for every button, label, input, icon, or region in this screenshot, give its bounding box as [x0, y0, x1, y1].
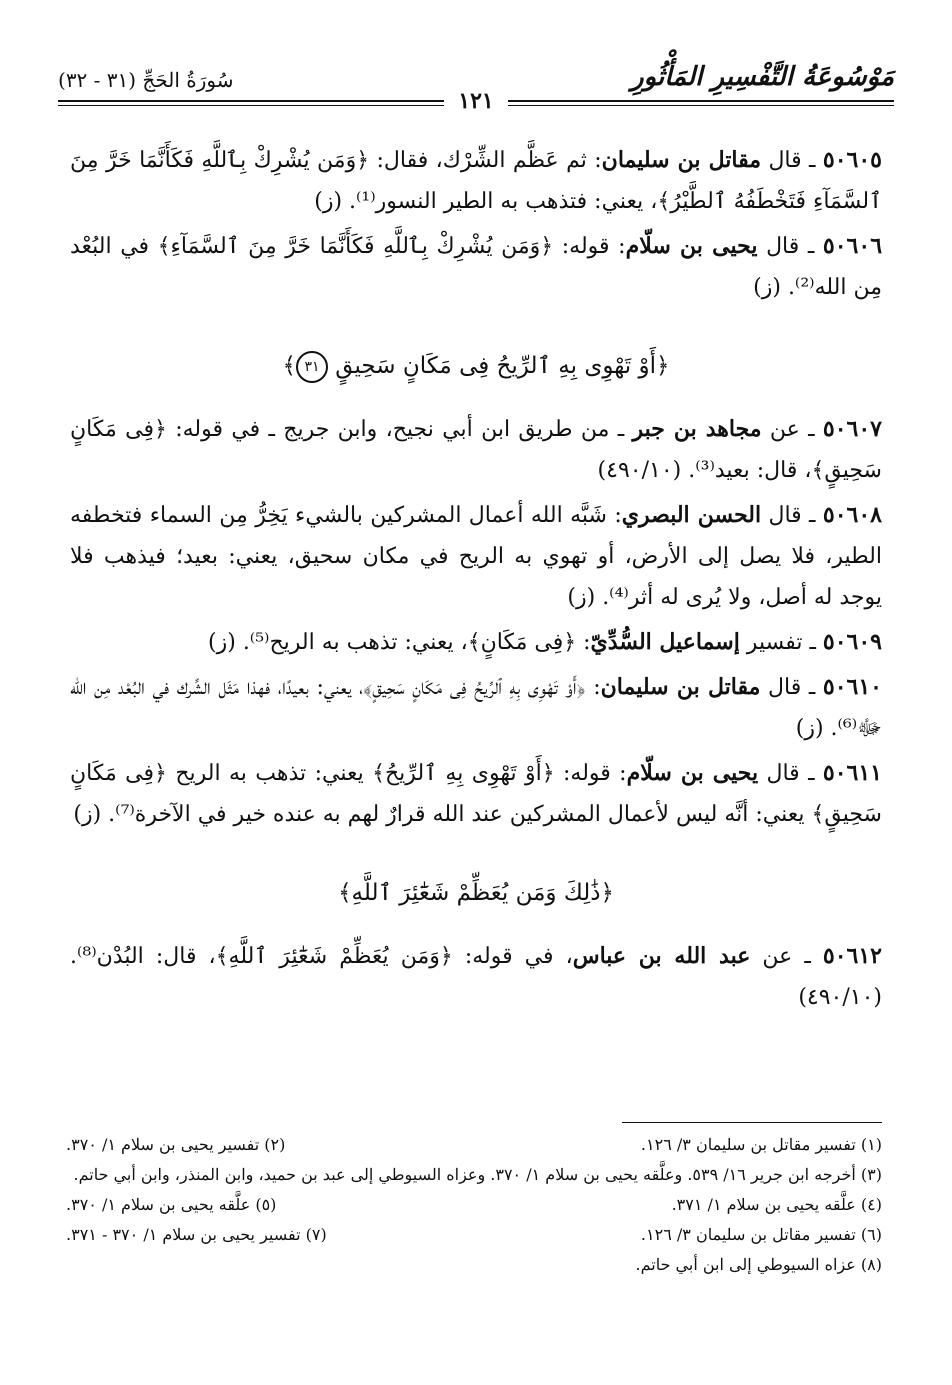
entry: [70, 409, 882, 491]
ayah-heading: [70, 873, 882, 914]
entry-intro: ـ قال: [758, 761, 823, 786]
entry-number: ٥٠٦٠٥: [822, 147, 882, 173]
entry: [70, 936, 882, 1018]
entry: [70, 495, 882, 618]
entry-intro: ـ قال: [757, 234, 823, 259]
footnote: (٢) تفسير يحيى بن سلام ١/ ٣٧٠.: [66, 1135, 286, 1154]
narrator-name: مقاتل بن سليمان: [600, 674, 761, 700]
page-header: [58, 62, 894, 114]
footnote: (١) تفسير مقاتل بن سليمان ٣/ ١٢٦.: [640, 1135, 882, 1154]
narrator-name: مجاهد بن جبر: [632, 416, 762, 442]
entry-intro: ـ قال: [760, 675, 823, 700]
entry-intro: ـ عن: [761, 417, 823, 442]
footnote: (٦) تفسير مقاتل بن سليمان ٣/ ١٢٦.: [640, 1225, 882, 1244]
entry-number: ٥٠٦٠٦: [822, 233, 883, 259]
page-number: ١٢١: [444, 88, 507, 114]
entry-number: ٥٠٦٠٨: [822, 502, 882, 528]
surah-reference: سُورَةُ الحَجِّ (٣١ - ٣٢): [58, 68, 234, 92]
footnote: (٧) تفسير يحيى بن سلام ١/ ٣٧٠ - ٣٧١.: [66, 1225, 327, 1244]
ayah-text: ﴿أَوْ تَهْوِى بِهِ ٱلرِّيحُ فِى مَكَانٍ سَحِيقٍ: [335, 353, 670, 379]
entry-text: : ﴿فِى مَكَانٍ﴾، يعني: تذهب به الريح⁽⁵⁾. (ز): [208, 630, 591, 655]
entry-text: : ثم عَظَّم الشِّرْك، فقال: ﴿وَمَن يُشْرِكْ بِٱللَّهِ فَكَأَنَّمَا خَرَّ مِنَ ٱلسَّمَآءِ فَتَخْطَفُهُ ٱلطَّيْرُ﴾، يعني: فتذهب به الطير النسور⁽¹⁾. (ز): [70, 148, 882, 214]
footnote: (٣) أخرجه ابن جرير ١٦/ ٥٣٩. وعلَّقه يحيى بن سلام ١/ ٣٧٠. وعزاه السيوطي إلى عبد بن حميد، وابن المنذر، وابن أبي حاتم.: [73, 1165, 882, 1184]
narrator-name: إسماعيل السُّدِّيّ: [590, 629, 740, 655]
entry-number: ٥٠٦٠٩: [822, 629, 882, 655]
footnote-row: [66, 1190, 882, 1220]
footnote: (٤) علَّقه يحيى بن سلام ١/ ٣٧١.: [671, 1195, 882, 1214]
entry-number: ٥٠٦٠٧: [822, 416, 882, 442]
entry-text: : قوله: ﴿وَمَن يُشْرِكْ بِٱللَّهِ فَكَأَنَّمَا خَرَّ مِنَ ٱلسَّمَآءِ﴾ في البُعْد مِن الله⁽²⁾. (ز): [70, 234, 882, 300]
narrator-name: عبد الله بن عباس: [572, 943, 751, 969]
entry: [70, 140, 882, 222]
entry-intro: ـ قال: [761, 503, 823, 528]
narrator-name: مقاتل بن سليمان: [601, 147, 762, 173]
entry-number: ٥٠٦١٢: [822, 943, 882, 969]
entry-text: : شَبَّه الله أعمال المشركين بالشيء يَخِرُّ مِن السماء فتخطفه الطير، فلا يصل إلى الأرض، أو تهوي به الريح في مكان سحيق، يعني: بعيد؛ فيذهب فلا يوجد له أصل، ولا يُرى له أثر⁽⁴⁾. (ز): [70, 503, 882, 610]
entry-intro: ـ عن: [750, 944, 823, 969]
entry-intro: ـ قال: [761, 148, 823, 173]
ayah-heading: [70, 346, 882, 387]
entry: [70, 753, 882, 835]
entry-text: ، في قوله: ﴿وَمَن يُعَظِّمْ شَعَٰٓئِرَ ٱللَّهِ﴾، قال: البُدْن⁽⁸⁾. (٤٩٠/١٠): [70, 944, 882, 1010]
entry-text: : قوله: ﴿أَوْ تَهْوِى بِهِ ٱلرِّيحُ﴾ يعني: تذهب به الريح ﴿فِى مَكَانٍ سَحِيقٍ﴾ يعني: أنَّه ليس لأعمال المشركين عند الله قرارٌ لهم به عنده خير في الآخرة⁽⁷⁾. (ز): [70, 761, 882, 827]
ayah-close-bracket: ﴾: [282, 353, 296, 379]
narrator-name: يحيى بن سلّام: [626, 760, 759, 786]
page-number-wrap: [58, 90, 894, 116]
entry-number: ٥٠٦١٠: [822, 674, 882, 700]
footnotes: [66, 1130, 882, 1280]
page-body: [70, 140, 882, 1022]
narrator-name: الحسن البصري: [621, 502, 762, 528]
entry: [70, 226, 882, 308]
entry-intro: ـ تفسير: [739, 630, 823, 655]
narrator-name: يحيى بن سلّام: [625, 233, 758, 259]
footnote-separator: [622, 1122, 882, 1123]
ayah-text: ﴿ذَٰلِكَ وَمَن يُعَظِّمْ شَعَٰٓئِرَ ٱللَّهِ﴾: [338, 880, 614, 906]
footnote: (٥) علَّقه يحيى بن سلام ١/ ٣٧٠.: [66, 1195, 277, 1214]
footnote-row: [66, 1130, 882, 1160]
footnote-row: [66, 1220, 882, 1250]
entry-text: ـ من طريق ابن أبي نجيح، وابن جريج ـ في قوله: ﴿فِى مَكَانٍ سَحِيقٍ﴾، قال: بعيد⁽³⁾. (٤٩٠/١٠): [70, 417, 882, 483]
entry-text: : ﴿أَوْ تَهْوِى بِهِ ٱلرِّيحُ فِى مَكَانٍ سَحِيقٍ﴾، يعني: بعيدًا، فهذا مَثَل الشِّرك في البُعْد مِن الله ﷻ⁽⁶⁾. (ز): [70, 675, 882, 741]
footnote: (٨) عزاه السيوطي إلى ابن أبي حاتم.: [635, 1255, 882, 1274]
entry: [70, 667, 882, 749]
entry-number: ٥٠٦١١: [822, 760, 882, 786]
series-title: مَوْسُوعَةُ التَّفْسِيرِ المَأْثُورِ: [631, 62, 894, 92]
entry: [70, 622, 882, 663]
ayah-number-mark: ٣١: [296, 351, 328, 383]
